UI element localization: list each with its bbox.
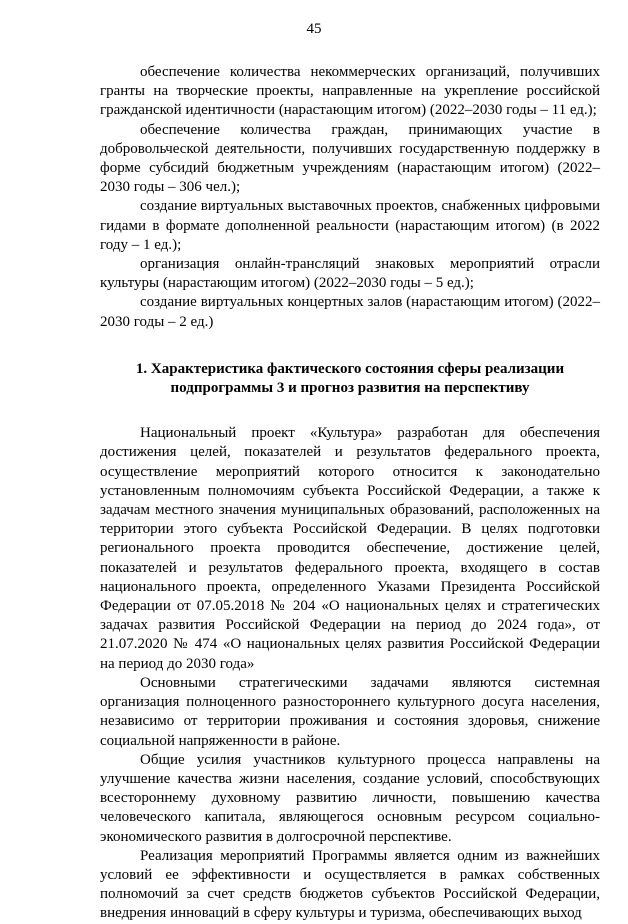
section-paragraph: Национальный проект «Культура» разработан для обеспечения достижения целей, показателей и результатов федерального проекта, осуществление мероприятий которого относится к законодательно установленным полномочиям субъекта Российской Федерации, а также к задачам местного значения муниципальных образований, расположенных на территории этого субъекта Российской Федерации. В целях подготовки регионального проекта проводится обеспечение, достижение целей, показателей и результатов федерального проекта, входящего в состав национального проекта, определенного Указами Президента Российской Федерации от 07.05.2018 № 204 «О национальных целях и стратегических задачах развития Российской Федерации на период до 2024 года», от 21.07.2020 № 474 «О национальных целях развития Российской Федерации на период до 2030 года» bbox=[100, 425, 600, 672]
list-item: создание виртуальных выставочных проектов, снабженных цифровыми гидами в формате дополненной реальности (нарастающим итогом) (в 2022 году – 1 ед.); bbox=[100, 198, 600, 253]
section-heading: 1. Характеристика фактического состояния сферы реализации подпрограммы 3 и прогноз развития на перспективу bbox=[135, 360, 565, 397]
list-item: обеспечение количества некоммерческих организаций, получивших гранты на творческие проекты, направленные на укрепление российской гражданской идентичности (нарастающим итогом) (2022–2030 годы – 11 ед.); bbox=[100, 64, 600, 119]
section-body bbox=[100, 424, 600, 923]
targets-list bbox=[100, 63, 600, 332]
list-item: создание виртуальных концертных залов (нарастающим итогом) (2022–2030 годы – 2 ед.) bbox=[100, 294, 600, 330]
page-number: 45 bbox=[306, 21, 322, 37]
section-paragraph: Основными стратегическими задачами являются системная организация полноценного разностороннего культурного досуга населения, независимо от территории проживания и состояния здоровья, снижение социальной напряженности в районе. bbox=[100, 674, 600, 749]
section-paragraph: Общие усилия участников культурного процесса направлены на улучшение качества жизни населения, создание условий, способствующих всестороннему духовному развитию личности, повышению качества человеческого капитала, являющегося основным ресурсом социально-экономического развития в долгосрочной перспективе. bbox=[100, 751, 600, 845]
list-item: обеспечение количества граждан, принимающих участие в добровольческой деятельности, получивших государственную поддержку в форме субсидий бюджетным учреждениям (нарастающим итогом) (2022–2030 годы – 306 чел.); bbox=[100, 121, 600, 196]
page-body bbox=[100, 63, 600, 924]
section-paragraph: Реализация мероприятий Программы является одним из важнейших условий ее эффективности и осуществляется в рамках собственных полномочий за счет средств бюджетов субъектов Российской Федерации, внедрения инноваций в сферу культуры и туризма, обеспечивающих выход bbox=[100, 847, 600, 922]
list-item: организация онлайн-трансляций знаковых мероприятий отрасли культуры (нарастающим итогом) (2022–2030 годы – 5 ед.); bbox=[100, 256, 600, 292]
